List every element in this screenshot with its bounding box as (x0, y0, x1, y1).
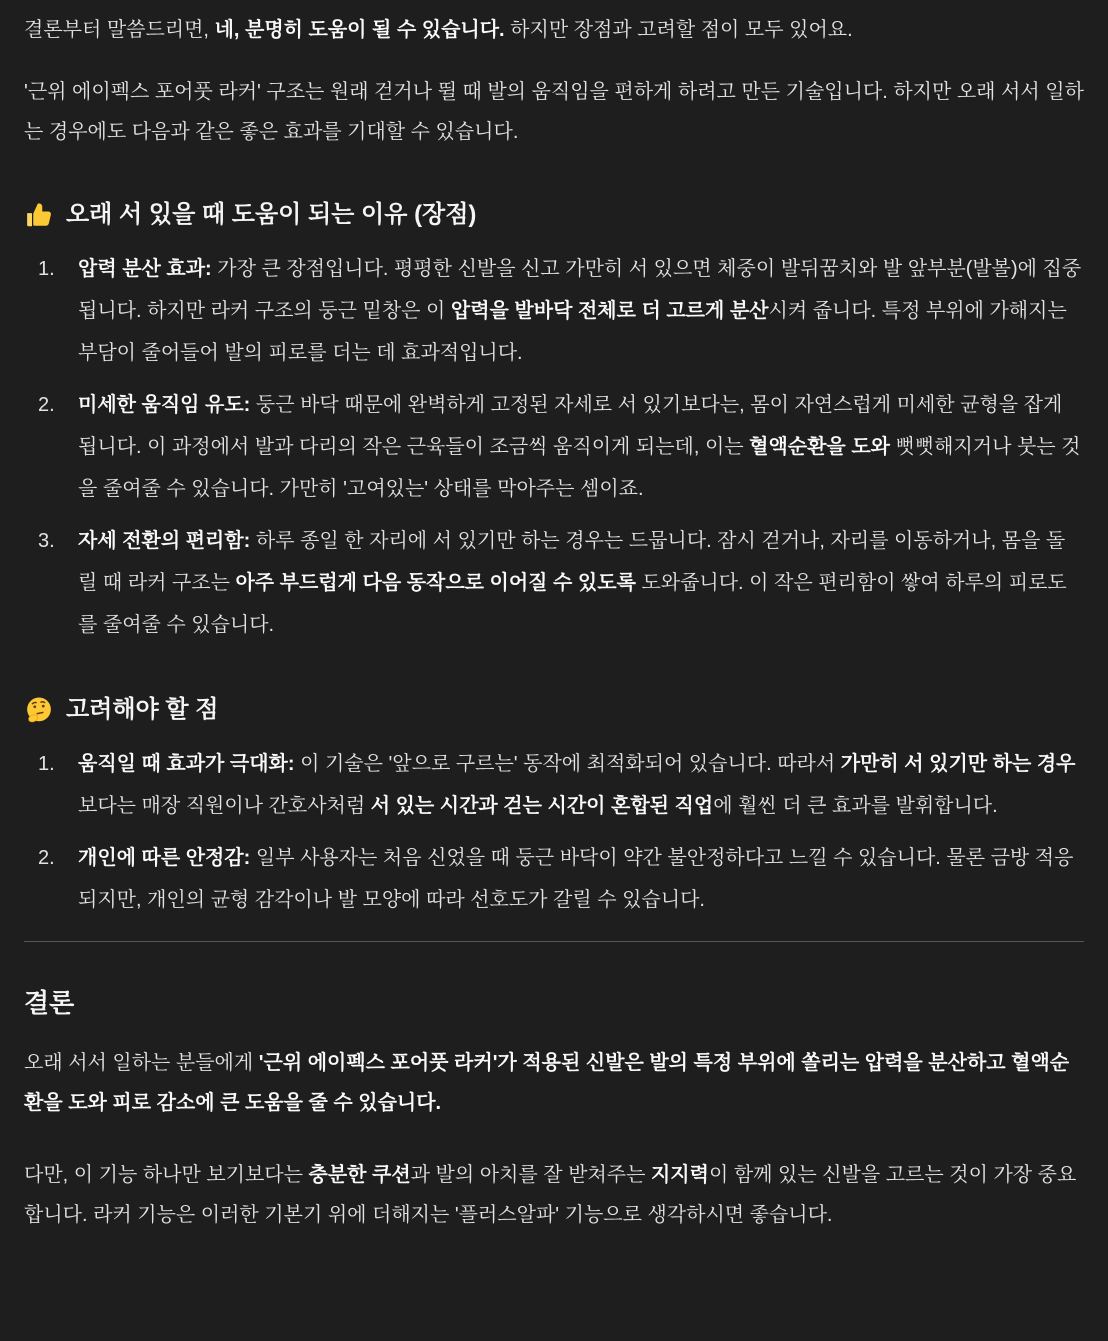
text-run: 이 기술은 '앞으로 구르는' 동작에 최적화되어 있습니다. 따라서 (294, 753, 841, 775)
bold-text: 자세 전환의 편리함: (78, 530, 251, 552)
bold-text: 혈액순환을 도와 (749, 436, 890, 458)
text-run: 에 훨씬 더 큰 효과를 발휘합니다. (713, 795, 998, 817)
text-run: 시켜 줍니다. 특정 부위에 가해지는 부담이 줄어들어 발의 피로를 더는 데 효과적입니다. (78, 300, 1067, 364)
bold-text: 개인에 따른 안정감: (78, 847, 251, 869)
text-run: 도와줍니다. 이 작은 편리함이 쌓여 하루의 피로도를 줄여줄 수 있습니다. (78, 572, 1067, 636)
cons-section-heading (24, 693, 1084, 727)
pros-heading-label: 오래 서 있을 때 도움이 되는 이유 (장점) (66, 201, 477, 228)
pros-list (24, 248, 1084, 646)
text-run: 결론부터 말씀드리면, (24, 19, 215, 41)
thinking-face-icon (24, 695, 54, 725)
cons-heading-label: 고려해야 할 점 (66, 696, 219, 723)
text-run: 하루 종일 한 자리에 서 있기만 하는 경우는 드뭅니다. 잠시 걷거나, 자리를 이동하거나, 몸을 돌릴 때 라커 구조는 (78, 530, 1066, 594)
bold-text: 서 있는 시간과 걷는 시간이 혼합된 직업 (370, 795, 714, 817)
bold-text: 압력 분산 효과: (78, 258, 212, 280)
section-divider (24, 941, 1084, 942)
bold-text: 가만히 서 있기만 하는 경우 (840, 753, 1076, 775)
thumbs-up-icon (24, 200, 54, 230)
pros-section-heading (24, 198, 1084, 232)
text-run: 가장 큰 장점입니다. 평평한 신발을 신고 가만히 서 있으면 체중이 발뒤꿈치와 발 앞부분(발볼)에 집중됩니다. 하지만 라커 구조의 둥근 밑창은 이 (78, 258, 1082, 322)
bold-text: 압력을 발바닥 전체로 더 고르게 분산 (450, 300, 769, 322)
conclusion-paragraph-1 (24, 1043, 1084, 1123)
bold-text: 네, 분명히 도움이 될 수 있습니다. (214, 19, 505, 41)
text-run: 하지만 장점과 고려할 점이 모두 있어요. (504, 19, 853, 41)
bold-text: 움직일 때 효과가 극대화: (78, 753, 295, 775)
intro-paragraph-2: '근위 에이펙스 포어풋 라커' 구조는 원래 걷거나 뛸 때 발의 움직임을 편하게 하려고 만든 기술입니다. 하지만 오래 서서 일하는 경우에도 다음과 같은 좋은 효과를 기대할 수 있습니다. (24, 81, 1084, 143)
text-run: 일부 사용자는 처음 신었을 때 둥근 바닥이 약간 불안정하다고 느낄 수 있습니다. 물론 금방 적응되지만, 개인의 균형 감각이나 발 모양에 따라 선호도가 갈릴 수 있습니다. (78, 847, 1074, 911)
bold-text: 아주 부드럽게 다음 동작으로 이어질 수 있도록 (235, 572, 636, 594)
text-run: 다만, 이 기능 하나만 보기보다는 (24, 1164, 309, 1186)
bold-text: '근위 에이펙스 포어풋 라커'가 적용된 신발은 발의 특정 부위에 쏠리는 압력을 분산하고 혈액순환을 도와 피로 감소에 큰 도움을 줄 수 있습니다. (24, 1052, 1070, 1114)
cons-list (24, 743, 1084, 921)
conclusion-paragraph-2 (24, 1155, 1084, 1235)
text-run: 오래 서서 일하는 분들에게 (24, 1052, 259, 1074)
text-run: 뻣뻣해지거나 붓는 것을 줄여줄 수 있습니다. 가만히 '고여있는' 상태를 막아주는 셈이죠. (78, 436, 1081, 500)
list-marker: 1. (38, 753, 55, 775)
list-item (24, 837, 1084, 921)
intro-paragraph-1 (24, 10, 1084, 50)
list-marker: 3. (38, 530, 55, 552)
list-item (24, 520, 1084, 646)
list-marker: 2. (38, 394, 55, 416)
list-marker: 2. (38, 847, 55, 869)
text-run: 과 발의 아치를 잘 받쳐주는 (410, 1164, 651, 1186)
list-marker: 1. (38, 258, 55, 280)
bold-text: 충분한 쿠션 (308, 1164, 411, 1186)
bold-text: 미세한 움직임 유도: (78, 394, 251, 416)
conclusion-heading: 결론 (24, 988, 75, 1018)
list-item (24, 384, 1084, 510)
text-run: 이 함께 있는 신발을 고르는 것이 가장 중요합니다. 라커 기능은 이러한 기본기 위에 더해지는 '플러스알파' 기능으로 생각하시면 좋습니다. (24, 1164, 1077, 1226)
text-run: 보다는 매장 직원이나 간호사처럼 (78, 795, 371, 817)
bold-text: 지지력 (650, 1164, 709, 1186)
list-item (24, 248, 1084, 374)
list-item (24, 743, 1084, 827)
text-run: 둥근 바닥 때문에 완벽하게 고정된 자세로 서 있기보다는, 몸이 자연스럽게 미세한 균형을 잡게 됩니다. 이 과정에서 발과 다리의 작은 근육들이 조금씩 움직이게 되는데, 이는 (78, 394, 1063, 458)
